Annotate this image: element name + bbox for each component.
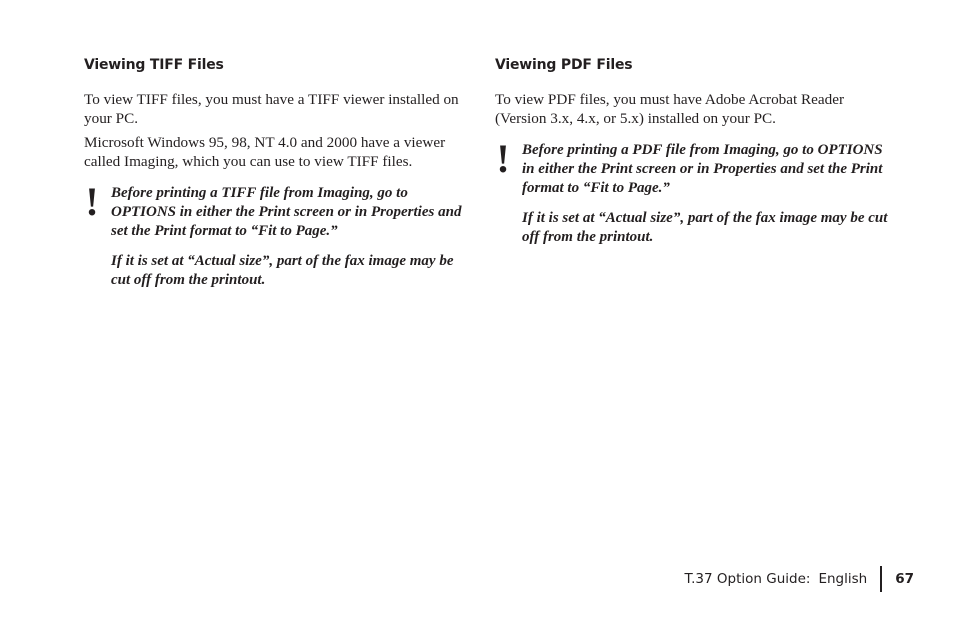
pdf-heading: Viewing PDF Files [495,57,633,73]
tiff-heading: Viewing TIFF Files [84,57,224,73]
pdf-paragraph-1: To view PDF files, you must have Adobe Acrobat Reader (Version 3.x, 4.x, or 5.x) installed on your PC. [495,91,845,127]
tiff-warning-text-2: If it is set at “Actual size”, part of the fax image may be cut off from the printout. [111,253,454,288]
tiff-warning-text-1: Before printing a TIFF file from Imaging, go to OPTIONS in either the Print screen or in Properties and set the Print format to “Fit to Page.” [111,185,462,239]
tiff-paragraph-2: Microsoft Windows 95, 98, NT 4.0 and 2000 have a viewer called Imaging, which you can use to view TIFF files. [84,134,446,170]
exclamation-icon: ! [85,179,99,224]
pdf-section [495,56,895,258]
footer-guide-title: T.37 Option Guide: [684,571,811,587]
tiff-paragraph-1: To view TIFF files, you must have a TIFF viewer installed on your PC. [84,91,459,127]
pdf-warning-text-2: If it is set at “Actual size”, part of the fax image may be cut off from the printout. [522,210,888,245]
pdf-warning [495,136,895,247]
page-number: 67 [895,571,914,587]
footer-language: English [818,571,868,587]
exclamation-icon: ! [496,136,510,181]
footer-divider [880,566,882,592]
pdf-warning-text-1: Before printing a PDF file from Imaging, go to OPTIONS in either the Print screen or in Properties and set the Print format to “Fit to Page.” [522,142,883,196]
page-footer [685,566,915,592]
tiff-section [84,56,476,301]
tiff-warning [84,179,476,290]
